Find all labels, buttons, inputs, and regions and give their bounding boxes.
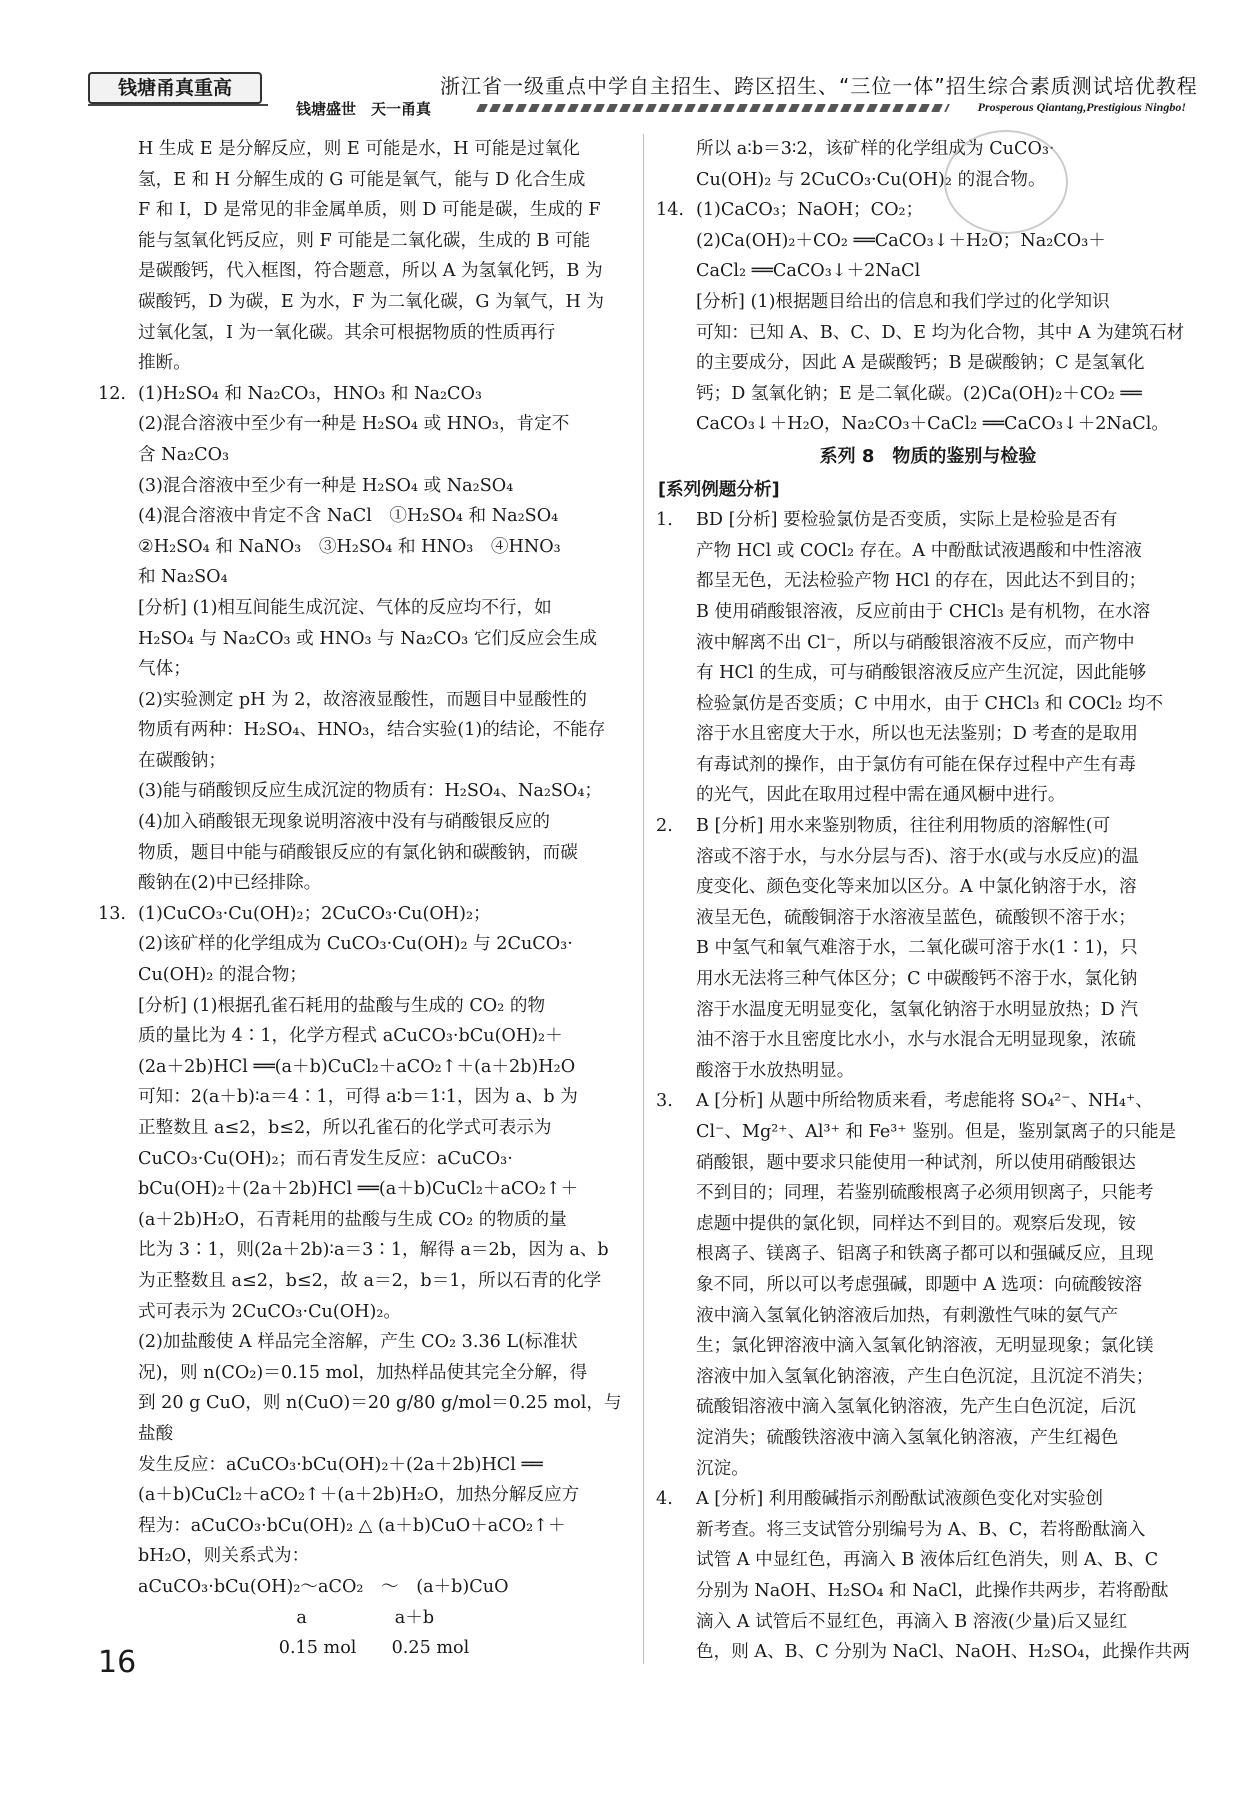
text-line: B 使用硝酸银溶液，反应前由于 CHCl₃ 是有机物，在水溶 <box>696 601 1151 622</box>
text-line: 滴入 A 试管后不显红色，再滴入 B 溶液(少量)后又显红 <box>696 1611 1128 1632</box>
subsection-label: [系列例题分析] <box>658 479 780 500</box>
text-line: 气体； <box>138 659 191 680</box>
text-line: 式可表示为 2CuCO₃·Cu(OH)₂。 <box>138 1301 402 1322</box>
answer-13-line: 13. (1)CuCO₃·Cu(OH)₂；2CuCO₃·Cu(OH)₂； <box>100 899 630 930</box>
question-number: 13. <box>98 903 126 924</box>
section-heading: 系列 8 物质的鉴别与检验 <box>819 445 1037 467</box>
text-line: Cl⁻、Mg²⁺、Al³⁺ 和 Fe³⁺ 鉴别。但是，鉴别氯离子的只能是 <box>696 1122 1177 1142</box>
relation-line: 0.15 mol 0.25 mol <box>138 1638 470 1659</box>
text-line: Cu(OH)₂ 与 2CuCO₃·Cu(OH)₂ 的混合物。 <box>696 169 1046 190</box>
analysis-line: [分析] (1)根据孔雀石耗用的盐酸与生成的 CO₂ 的物 <box>138 995 546 1016</box>
book-title: 浙江省一级重点中学自主招生、跨区招生、“三位一体”招生综合素质测试培优教程 <box>440 74 1198 98</box>
header-slogan: 钱塘盛世 天一甬真 <box>296 100 432 118</box>
relation-line: a a＋b <box>138 1607 435 1628</box>
text-line: 溶或不溶于水，与水分层与否)、溶于水(或与水反应)的温 <box>696 846 1139 867</box>
equation-line: bCu(OH)₂＋(2a＋2b)HCl ══(a＋b)CuCl₂＋aCO₂↑＋ <box>138 1179 579 1200</box>
text-line: 正整数且 a≤2，b≤2，所以孔雀石的化学式可表示为 <box>138 1118 552 1138</box>
text-line: 溶液中加入氢氧化钠溶液，产生白色沉淀，且沉淀不消失； <box>696 1366 1154 1387</box>
text-line: 到 20 g CuO，则 n(CuO)＝20 g/80 g/mol＝0.25 mol，与盐酸 <box>138 1393 622 1444</box>
text-line: 可知：已知 A、B、C、D、E 均为化合物，其中 A 为建筑石材 <box>696 322 1185 343</box>
text-line: 和 Na₂SO₄ <box>138 567 228 588</box>
equation-line: (2a＋2b)HCl ══(a＋b)CuCl₂＋aCO₂↑＋(a＋2b)H₂O <box>138 1056 576 1077</box>
text-line: 溶于水且密度大于水，所以也无法鉴别；D 考查的是取用 <box>696 724 1138 745</box>
text-line: 虑题中提供的氯化钡，同样达不到目的。观察后发现，铵 <box>696 1213 1136 1234</box>
text-line: 酸溶于水放热明显。 <box>696 1060 855 1081</box>
text-line: 有毒试剂的操作，由于氯仿有可能在保存过程中产生有毒 <box>696 754 1136 775</box>
column-divider <box>643 134 644 1664</box>
question-number: 4. <box>656 1489 673 1510</box>
question-number: 12. <box>98 383 126 404</box>
text-line: (4)混合溶液中肯定不含 NaCl ①H₂SO₄ 和 Na₂SO₄ <box>138 506 559 527</box>
text-line: 所以 a∶b＝3∶2，该矿样的化学组成为 CuCO₃· <box>696 139 1055 159</box>
text-line: (a＋2b)H₂O，石青耗用的盐酸与生成 CO₂ 的物质的量 <box>138 1209 567 1230</box>
text-line: 生；氯化钾溶液中滴入氢氧化钠溶液，无明显现象；氯化镁 <box>696 1336 1154 1357</box>
equation-line: (2)Ca(OH)₂＋CO₂ ══CaCO₃↓＋H₂O；Na₂CO₃＋ <box>696 230 1106 251</box>
relation-line: aCuCO₃·bCu(OH)₂～aCO₂ ～ (a＋b)CuO <box>138 1576 509 1597</box>
text-line: (2)加盐酸使 A 样品完全溶解，产生 CO₂ 3.36 L(标准状 <box>138 1332 578 1353</box>
answer-12-line: 12. (1)H₂SO₄ 和 Na₂CO₃，HNO₃ 和 Na₂CO₃ <box>100 379 630 410</box>
text-line: H₂SO₄ 与 Na₂CO₃ 或 HNO₃ 与 Na₂CO₃ 它们反应会生成 <box>138 628 597 649</box>
answer-2-line: 2. B [分析] 用水来鉴别物质，往往利用物质的溶解性(可 <box>658 811 1198 842</box>
text-line: 钙；D 氢氧化钠；E 是二氧化碳。(2)Ca(OH)₂＋CO₂ ══ <box>696 383 1142 404</box>
analysis-line: [分析] (1)根据题目给出的信息和我们学过的化学知识 <box>696 291 1110 312</box>
left-column <box>100 134 630 1664</box>
question-number: 3. <box>656 1091 673 1112</box>
watermark-stamp <box>944 130 1068 234</box>
text-line: (2)该矿样的化学组成为 CuCO₃·Cu(OH)₂ 与 2CuCO₃· <box>138 934 573 955</box>
text-line: 度变化、颜色变化等来加以区分。A 中氯化钠溶于水，溶 <box>696 877 1137 898</box>
text-line: 过氧化氢，I 为一氧化碳。其余可根据物质的性质再行 <box>138 322 556 343</box>
text-line: F 和 I，D 是常见的非金属单质，则 D 可能是碳，生成的 F <box>138 200 601 221</box>
text-line: 可知：2(a＋b)∶a＝4∶1，可得 a∶b＝1∶1，因为 a、b 为 <box>138 1087 578 1108</box>
text-line: 比为 3∶1，则(2a＋2b)∶a＝3∶1，解得 a＝2b，因为 a、b <box>138 1240 609 1261</box>
text-line: 酸钠在(2)中已经排除。 <box>138 873 322 894</box>
text-line: 液中解离不出 Cl⁻，所以与硝酸银溶液不反应，而产物中 <box>696 632 1135 653</box>
text-line: bH₂O，则关系式为： <box>138 1546 310 1567</box>
text-line: 的主要成分，因此 A 是碳酸钙；B 是碳酸钠；C 是氢氧化 <box>696 353 1145 374</box>
text-line: 碳酸钙，D 为碳，E 为水，F 为二氧化碳，G 为氧气，H 为 <box>138 291 604 312</box>
text-line: 液呈无色，硫酸铜溶于水溶液呈蓝色，硫酸钡不溶于水； <box>696 907 1136 928</box>
text-line: 况)，则 n(CO₂)＝0.15 mol，加热样品使其完全分解，得 <box>138 1362 588 1383</box>
text-line: 液中滴入氢氧化钠溶液后加热，有刺激性气味的氨气产 <box>696 1305 1119 1326</box>
text-line: 在碳酸钠； <box>138 750 226 771</box>
text-line: 用水无法将三种气体区分；C 中碳酸钙不溶于水，氯化钠 <box>696 969 1138 990</box>
text-line: 能与氢氧化钙反应，则 F 可能是二氧化碳，生成的 B 可能 <box>138 230 591 251</box>
text-line: 含 Na₂CO₃ <box>138 444 230 465</box>
text-line: 物质，题目中能与硝酸银反应的有氯化钠和碳酸钠，而碳 <box>138 842 578 863</box>
text-line: (3)能与硝酸钡反应生成沉淀的物质有：H₂SO₄、Na₂SO₄； <box>138 781 603 802</box>
text-line: 有 HCl 的生成，可与硝酸银溶液反应产生沉淀，因此能够 <box>696 663 1147 684</box>
answer-14-line: 14. (1)CaCO₃；NaOH；CO₂； <box>658 195 1198 226</box>
text-line: 不到目的；同理，若鉴别硫酸根离子必须用钡离子，只能考 <box>696 1183 1154 1204</box>
answer-1-line: 1. BD [分析] 要检验氯仿是否变质，实际上是检验是否有 <box>658 505 1198 536</box>
answer-3-line: 3. A [分析] 从题中所给物质来看，考虑能将 SO₄²⁻、NH₄⁺、 <box>658 1086 1198 1117</box>
english-slogan: Prosperous Qiantang,Prestigious Ningbo! <box>977 100 1186 114</box>
equation-line: 程为：aCuCO₃·bCu(OH)₂ △ (a＋b)CuO＋aCO₂↑＋ <box>138 1515 566 1536</box>
equation-line: 发生反应：aCuCO₃·bCu(OH)₂＋(2a＋2b)HCl ══ <box>138 1454 543 1475</box>
text-line: CuCO₃·Cu(OH)₂；而石青发生反应：aCuCO₃· <box>138 1148 513 1169</box>
text-line: 物质有两种：H₂SO₄、HNO₃，结合实验(1)的结论，不能存 <box>138 720 606 741</box>
header-rule <box>88 104 268 106</box>
text-line: 新考查。将三支试管分别编号为 A、B、C，若将酚酞滴入 <box>696 1519 1146 1540</box>
text-line: 根离子、镁离子、铝离子和铁离子都可以和强碱反应，且现 <box>696 1244 1154 1265</box>
question-number: 2. <box>656 816 673 837</box>
text-line: (2)实验测定 pH 为 2，故溶液显酸性，而题目中显酸性的 <box>138 689 587 710</box>
text-line: 分别为 NaOH、H₂SO₄ 和 NaCl，此操作共两步，若将酚酞 <box>696 1580 1169 1601</box>
text-line: (2)混合溶液中至少有一种是 H₂SO₄ 或 HNO₃，肯定不 <box>138 414 570 435</box>
text-line: 溶于水温度无明显变化，氢氧化钠溶于水明显放热；D 汽 <box>696 999 1138 1020</box>
text-line: 淀消失；硫酸铁溶液中滴入氢氧化钠溶液，产生红褐色 <box>696 1427 1119 1448</box>
series-logo: 钱塘甬真重高 <box>88 72 262 104</box>
text-line: 沉淀。 <box>696 1458 749 1479</box>
text-line: 推断。 <box>138 353 191 374</box>
text-line: 油不溶于水且密度比水小，水与水混合无明显现象，浓硫 <box>696 1030 1136 1051</box>
analysis-line: [分析] (1)相互间能生成沉淀、气体的反应均不行，如 <box>138 597 552 618</box>
text-line: 都呈无色，无法检验产物 HCl 的存在，因此达不到目的； <box>696 571 1147 592</box>
text-line: H 生成 E 是分解反应，则 E 可能是水，H 可能是过氧化 <box>138 139 580 159</box>
text-line: 硝酸银，题中要求只能使用一种试剂，所以使用硝酸银达 <box>696 1152 1136 1173</box>
text-line: CaCO₃↓＋H₂O，Na₂CO₃＋CaCl₂ ══CaCO₃↓＋2NaCl。 <box>696 414 1169 435</box>
text-line: 检验氯仿是否变质；C 中用水，由于 CHCl₃ 和 COCl₂ 均不 <box>696 693 1164 714</box>
text-line: 质的量比为 4∶1，化学方程式 aCuCO₃·bCu(OH)₂＋ <box>138 1026 563 1047</box>
text-line: (a＋b)CuCl₂＋aCO₂↑＋(a＋2b)H₂O，加热分解反应方 <box>138 1485 580 1506</box>
text-line: 氢，E 和 H 分解生成的 G 可能是氧气，能与 D 化合生成 <box>138 169 586 190</box>
text-line: ②H₂SO₄ 和 NaNO₃ ③H₂SO₄ 和 HNO₃ ④HNO₃ <box>138 536 561 557</box>
text-line: 的光气，因此在取用过程中需在通风橱中进行。 <box>696 785 1066 806</box>
answer-4-line: 4. A [分析] 利用酸碱指示剂酚酞试液颜色变化对实验创 <box>658 1484 1198 1515</box>
question-number: 1. <box>656 510 673 531</box>
text-line: (4)加入硝酸银无现象说明溶液中没有与硝酸银反应的 <box>138 812 550 833</box>
text-line: 色，则 A、B、C 分别为 NaCl、NaOH、H₂SO₄，此操作共两 <box>696 1642 1190 1663</box>
header-dash-decoration <box>476 104 950 112</box>
equation-line: CaCl₂ ══CaCO₃↓＋2NaCl <box>696 261 921 282</box>
text-line: 产物 HCl 或 COCl₂ 存在。A 中酚酞试液遇酸和中性溶液 <box>696 540 1142 561</box>
text-line: 为正整数且 a≤2，b≤2，故 a＝2，b＝1，所以石青的化学 <box>138 1270 602 1291</box>
text-line: 试管 A 中显红色，再滴入 B 液体后红色消失，则 A、B、C <box>696 1550 1159 1571</box>
text-line: (3)混合溶液中至少有一种是 H₂SO₄ 或 Na₂SO₄ <box>138 475 514 496</box>
text-line: 硫酸铝溶液中滴入氢氧化钠溶液，先产生白色沉淀，后沉 <box>696 1397 1136 1418</box>
text-line: B 中氢气和氧气难溶于水，二氧化碳可溶于水(1∶1)，只 <box>696 938 1138 959</box>
text-line: 是碳酸钙，代入框图，符合题意，所以 A 为氢氧化钙，B 为 <box>138 261 603 282</box>
right-column <box>658 134 1198 1668</box>
text-line: Cu(OH)₂ 的混合物； <box>138 965 307 986</box>
page-number: 16 <box>98 1645 137 1680</box>
page-header <box>0 0 1250 120</box>
question-number: 14. <box>656 200 684 221</box>
text-line: 象不同，所以可以考虑强碱，即题中 A 选项：向硫酸铵溶 <box>696 1274 1143 1295</box>
